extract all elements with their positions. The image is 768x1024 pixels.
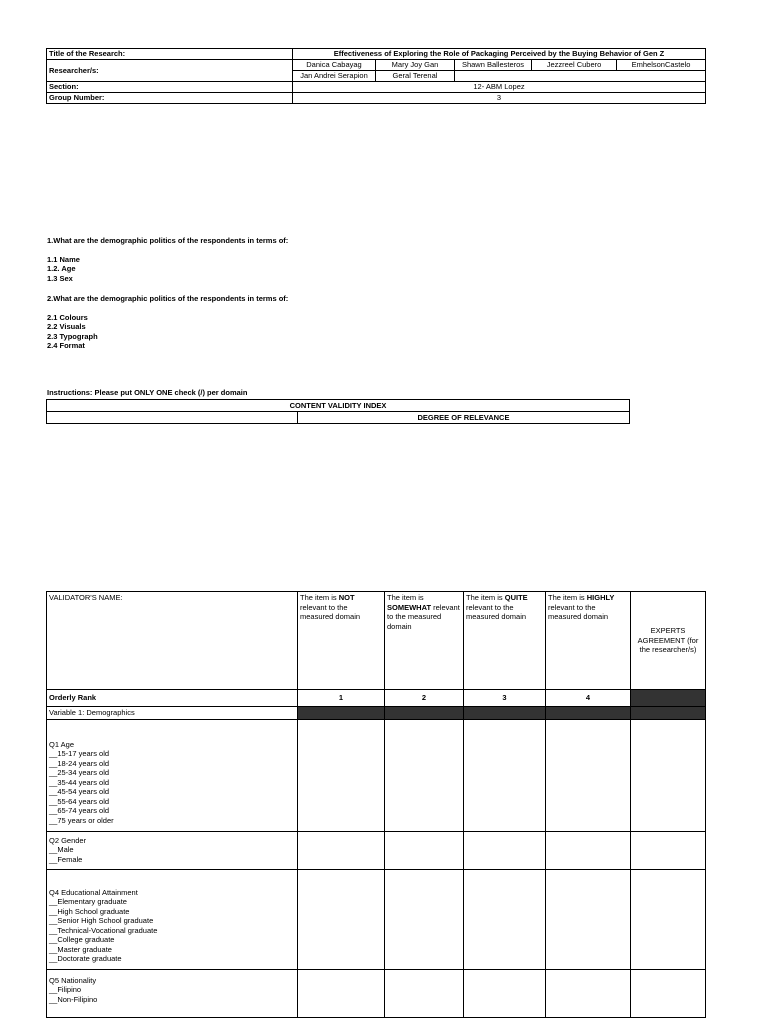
question-education <box>47 869 298 969</box>
check-cell[interactable] <box>298 719 385 831</box>
relevance-col-2: The item is SOMEWHAT relevant to the measured domain <box>385 592 464 690</box>
option-item: __45-54 years old <box>49 787 110 796</box>
option-item: __College graduate <box>49 935 115 944</box>
check-cell[interactable] <box>385 719 464 831</box>
shaded-cell <box>631 690 706 707</box>
researcher-name: Danica Cabayag <box>293 60 376 71</box>
rank-1: 1 <box>298 690 385 707</box>
check-cell[interactable] <box>298 831 385 869</box>
validator-table <box>46 591 706 1018</box>
agreement-cell[interactable] <box>631 869 706 969</box>
cvi-table <box>46 399 630 424</box>
question-block-1 <box>47 236 647 283</box>
group-label: Group Number: <box>47 93 293 104</box>
check-cell[interactable] <box>464 719 546 831</box>
option-item: __Master graduate <box>49 944 112 954</box>
question-age <box>47 719 298 831</box>
question-gender <box>47 831 298 869</box>
check-cell[interactable] <box>298 869 385 969</box>
researcher-name: Jan Andrei Serapion <box>293 71 376 82</box>
variable-label: Variable 1: Demographics <box>47 707 298 720</box>
degree-of-relevance: DEGREE OF RELEVANCE <box>298 412 630 424</box>
check-cell[interactable] <box>385 869 464 969</box>
question-title: Q5 Nationality <box>49 975 97 985</box>
shaded-cell <box>385 707 464 720</box>
relevance-col-4: The item is HIGHLY relevant to the measured domain <box>546 592 631 690</box>
cvi-title: CONTENT VALIDITY INDEX <box>47 400 630 412</box>
researcher-name: Jezzreel Cubero <box>532 60 617 71</box>
question-2-title: 2.What are the demographic politics of the respondents in terms of: <box>47 294 289 303</box>
relevance-col-1: The item is NOT relevant to the measured domain <box>298 592 385 690</box>
relevance-col-3: The item is QUITE relevant to the measured domain <box>464 592 546 690</box>
question-nationality <box>47 969 298 1017</box>
question-title: Q4 Educational Attainment <box>49 887 138 897</box>
empty-cell <box>47 412 298 424</box>
check-cell[interactable] <box>464 969 546 1017</box>
question-2-item: 2.4 Format <box>47 341 85 350</box>
option-item: __Male <box>49 845 74 854</box>
rank-2: 2 <box>385 690 464 707</box>
shaded-cell <box>631 707 706 720</box>
question-2-item: 2.3 Typograph <box>47 331 98 341</box>
option-item: __75 years or older <box>49 815 114 825</box>
shaded-cell <box>464 707 546 720</box>
agreement-cell[interactable] <box>631 969 706 1017</box>
option-item: __Filipino <box>49 985 82 994</box>
check-cell[interactable] <box>385 969 464 1017</box>
shaded-cell <box>298 707 385 720</box>
option-item: __Elementary graduate <box>49 897 127 906</box>
option-item: __Non-Filipino <box>49 994 98 1004</box>
question-1-title: 1.What are the demographic politics of the respondents in terms of: <box>47 236 289 245</box>
question-2-item: 2.2 Visuals <box>47 322 86 331</box>
check-cell[interactable] <box>546 969 631 1017</box>
question-1-item: 1.1 Name <box>47 254 80 264</box>
agreement-cell[interactable] <box>631 831 706 869</box>
researcher-name: Shawn Ballesteros <box>455 60 532 71</box>
check-cell[interactable] <box>546 869 631 969</box>
question-title: Q1 Age <box>49 739 75 749</box>
researcher-name: Mary Joy Gan <box>376 60 455 71</box>
title-label: Title of the Research: <box>47 49 293 60</box>
option-item: __35-44 years old <box>49 777 110 787</box>
validator-name-label: VALIDATOR'S NAME: <box>47 592 298 690</box>
section-value: 12- ABM Lopez <box>293 82 706 93</box>
researcher-name: EmhelsonCastelo <box>617 60 706 71</box>
empty-cell <box>455 71 706 82</box>
question-block-2 <box>47 294 647 351</box>
check-cell[interactable] <box>546 719 631 831</box>
option-item: __18-24 years old <box>49 758 110 768</box>
instructions-text: Instructions: Please put ONLY ONE check (/) per domain <box>47 388 248 397</box>
option-item: __Senior High School graduate <box>49 916 154 925</box>
check-cell[interactable] <box>464 869 546 969</box>
experts-agreement-header: EXPERTS AGREEMENT (for the researcher/s) <box>631 592 706 690</box>
question-title: Q2 Gender <box>49 835 87 845</box>
researchers-label: Researcher/s: <box>47 60 293 82</box>
option-item: __55-64 years old <box>49 796 110 806</box>
check-cell[interactable] <box>546 831 631 869</box>
agreement-cell[interactable] <box>631 719 706 831</box>
rank-3: 3 <box>464 690 546 707</box>
option-item: __25-34 years old <box>49 768 110 777</box>
researcher-name: Geral Terenal <box>376 71 455 82</box>
check-cell[interactable] <box>298 969 385 1017</box>
question-2-item: 2.1 Colours <box>47 312 88 322</box>
research-info-table <box>46 48 706 104</box>
check-cell[interactable] <box>385 831 464 869</box>
section-label: Section: <box>47 82 293 93</box>
rank-4: 4 <box>546 690 631 707</box>
option-item: __15-17 years old <box>49 749 110 758</box>
option-item: __65-74 years old <box>49 806 110 815</box>
question-1-item: 1.2. Age <box>47 264 76 273</box>
title-value: Effectiveness of Exploring the Role of Packaging Perceived by the Buying Behavior of Gen Z <box>293 49 706 60</box>
group-value: 3 <box>293 93 706 104</box>
option-item: __Doctorate graduate <box>49 954 122 963</box>
option-item: __Technical-Vocational graduate <box>49 925 158 935</box>
check-cell[interactable] <box>464 831 546 869</box>
shaded-cell <box>546 707 631 720</box>
orderly-rank-label: Orderly Rank <box>47 690 298 707</box>
option-item: __Female <box>49 854 83 864</box>
option-item: __High School graduate <box>49 906 130 916</box>
question-1-item: 1.3 Sex <box>47 273 73 283</box>
